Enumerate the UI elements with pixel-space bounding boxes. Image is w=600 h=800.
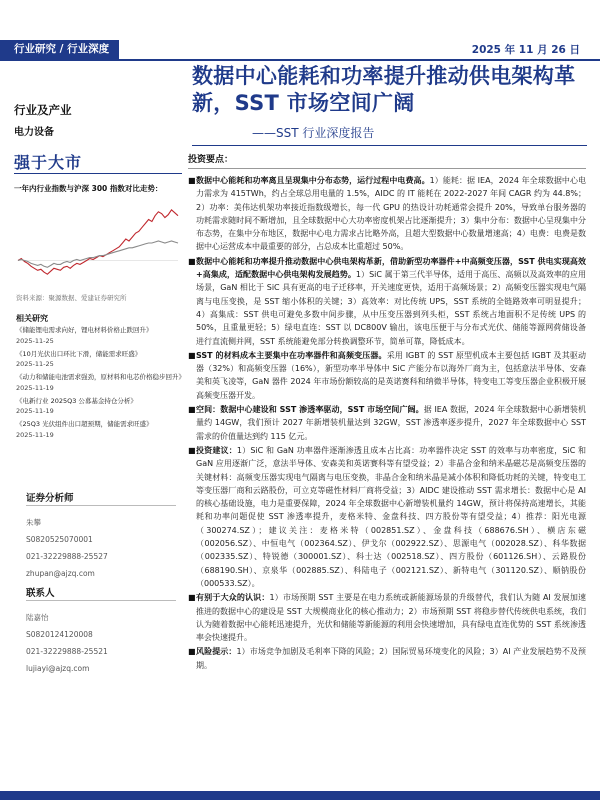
- index-chart-svg: [14, 196, 184, 286]
- analyst-rule: [26, 505, 176, 506]
- contact-cert: S0820124120008: [26, 630, 93, 639]
- related-research-date: 2025-11-19: [16, 383, 54, 392]
- bullet-lead: 有别于大众的认识：: [196, 593, 270, 603]
- related-research-date: 2025-11-25: [16, 336, 54, 345]
- bullet-text: 1）市场竞争加剧及毛利率下降的风险；2）国际贸易环境变化的风险；3）AI 产业发展趋势不及预期。: [196, 647, 587, 670]
- analyst-title: 证券分析师: [26, 493, 74, 504]
- report-date: 2025 年 11 月 26 日: [471, 44, 580, 56]
- related-research-item[interactable]: 《储能锂电需求向好，锂电材料价格止跌回升》: [16, 326, 153, 334]
- bullet-square-icon: ■: [188, 647, 196, 657]
- bullet-lead: 数据中心能耗和功率提升推动数据中心供电架构革新，借助新型功率器件+中高频变压器，SST 供电实现高效+高集成，适配数据中心供电架构发展趋势。: [196, 256, 586, 280]
- related-research-title: 相关研究: [16, 314, 48, 323]
- analyst-phone: 021-32229888-25527: [26, 552, 108, 561]
- summary-bullet: [188, 349, 586, 402]
- related-research-date: 2025-11-25: [16, 360, 54, 368]
- contact-info: [26, 609, 108, 677]
- bullet-text: 采用 IGBT 的 SST 原型机成本主要包括 IGBT 及其驱动器（32%）和高频变压器（16%），新型功率半导体中 SiC 产能分布以海外厂商为主，包括意法半导体、安森美和英飞凌等，GaN 器件 2024 年市场份额较高的是英诺赛科和纳微半导体，特变电工等变压器企业积极开展高频变压器开发。: [196, 350, 587, 400]
- header-bar: [0, 40, 600, 62]
- summary-rule: [188, 168, 586, 169]
- bullet-lead: 空间：数据中心建设和 SST 渗透率驱动，SST 市场空间广阔。: [196, 405, 424, 415]
- bullet-square-icon: ■: [188, 176, 196, 185]
- analyst-email[interactable]: zhupan@ajzq.com: [26, 569, 95, 578]
- related-research-item[interactable]: 《25Q3 光伏组件出口超预期，储能需求旺盛》: [16, 420, 153, 428]
- bullet-square-icon: ■: [188, 405, 196, 415]
- related-research-date: 2025-11-19: [16, 430, 54, 439]
- analyst-info: [26, 514, 108, 582]
- chart-title: 一年内行业指数与沪深 300 指数对比走势：: [14, 184, 163, 193]
- related-research-date: 2025-11-19: [16, 407, 54, 415]
- contact-rule: [26, 600, 176, 601]
- industry-sub-label: 电力设备: [14, 127, 54, 138]
- investment-summary-heading: 投资要点：: [188, 155, 234, 165]
- chart-source: 资料来源：聚源数据、爱建证券研究所: [16, 294, 127, 302]
- summary-bullet: [188, 591, 586, 644]
- bullet-lead: 数据中心能耗和功率离且呈现集中分布态势，运行过程中电费高。: [196, 176, 430, 185]
- bullet-text: 1）能耗：据 IEA，2024 年全球数据中心电力需求为 415TWh，约占全球总用电量的 1.5%，AIDC 的 IT 能耗在 2022-2027 年间 CAGR 约为 44.8%；2）功率：美伟达机架功率接近指数级增长，每一代 GPU 的热设计功耗通常会提升 20%，导致单台服务器的功耗需求随时间不断增加，且全球数据中心大功率密度机架占比逐渐提升；3）集中分布：数据中心呈现集中分布态势，在集中分布地区，数据中心电力需求占比略外高，且超大型数据中心数量增速高；4）电费：电费是数据中心运营成本中最重要的部分，占总成本比重超过 50%。: [196, 176, 586, 252]
- analyst-name: 朱攀: [26, 518, 41, 527]
- contact-phone: 021-32229888-25521: [26, 647, 108, 656]
- bullet-text: 据 IEA 数据，2024 年全球数据中心新增装机量约 14GW，我们预计 2027 年新增装机量达到 32GW，SST 渗透率逐步提升，2027 年全球数据中心 SST 需求的价值量达到约 115 亿元。: [196, 405, 586, 441]
- rating-rule: [14, 173, 182, 174]
- summary-bullet: [188, 174, 586, 254]
- investment-summary: [188, 152, 586, 673]
- contact-email[interactable]: lujiayi@ajzq.com: [26, 664, 90, 673]
- rating-label: 强于大市: [14, 153, 83, 172]
- summary-bullet: [188, 255, 586, 348]
- related-research-item[interactable]: 《10月光伏出口环比下滑，储能需求旺盛》: [16, 349, 142, 358]
- related-research-item[interactable]: 《电新行业 2025Q3 公募基金持仓分析》: [16, 396, 137, 405]
- industry-label: 行业及产业: [14, 103, 72, 117]
- footer-bar: [0, 791, 600, 800]
- bullet-square-icon: ■: [188, 350, 196, 360]
- bullet-lead: 投资建议：: [196, 445, 237, 455]
- bullet-text: 1）SiC 属于第三代半导体，适用于高压、高频以及高效率的应用场景，GaN 相比于 SiC 具有更高的电子迁移率，开关速度更快，适用于高频场景；2）高频变压器实现电气隔离与电压变换，是 SST 缩小体积的关键；3）高效率：对比传统 UPS，SST 系统的全链路效率可明显提升；4）高集成：SST 供电可避免多数中间步骤，从中压变压器到列头柜，SST 系统占地面积不足传统 UPS 的 50%，且重量更轻；5）绿电直连：SST 以 DC800V 输出，该电压便于与分布式光伏、储能等源网荷储设备进行直流侧并网，SST 系统能避免部分转换调整环节，简单可靠，降低成本。: [196, 270, 586, 346]
- summary-bullet: [188, 444, 586, 590]
- summary-bullet: [188, 645, 586, 672]
- bullet-square-icon: ■: [188, 256, 196, 266]
- header-rule: [0, 59, 600, 61]
- analyst-cert: S0820525070001: [26, 535, 93, 544]
- contact-name: 陆嘉怡: [26, 613, 49, 622]
- chart-series-line-1: [18, 241, 178, 267]
- index-chart: [14, 196, 184, 286]
- contact-title: 联系人: [26, 588, 55, 599]
- report-title: 数据中心能耗和功率提升推动供电架构革新，SST 市场空间广阔: [192, 64, 576, 115]
- summary-bullets: [188, 174, 586, 672]
- bullet-square-icon: ■: [188, 593, 196, 603]
- bullet-text: 1）市场预期 SST 主要是在电力系统或新能源场景的升级替代，我们认为随 AI 发展加速推进的数据中心的建设是 SST 大规模商业化的核心推动力；2）市场预期 SST 将稳步替代传统供电系统，我们认为随着数据中心能耗迅速提升，光伏和储能等新能源的利用会快速增加，具有绿电直连优势的 SST 系统渗透率会快速提升。: [196, 593, 587, 643]
- report-subtitle: ——SST 行业深度报告: [252, 126, 375, 140]
- bullet-lead: 风险提示：: [196, 647, 237, 657]
- report-category-tag: 行业研究 / 行业深度: [0, 40, 119, 59]
- bullet-square-icon: ■: [188, 445, 196, 455]
- bullet-lead: SST 的材料成本主要集中在功率器件和高频变压器。: [196, 350, 387, 360]
- subtitle-rule: [192, 145, 587, 146]
- related-research-item[interactable]: 《动力和储能电池需求强劲，原材料和电芯价格稳步回升》: [16, 373, 185, 381]
- summary-bullet: [188, 403, 586, 443]
- bullet-text: 1）SiC 和 GaN 功率器件逐渐渗透且成本占比高：功率器件决定 SST 的效率与功率密度，SiC 和 GaN 应用逐渐广泛，意法半导体、安森美和英诺赛科等有望受益；2）非晶合金和纳米晶磁芯是高频变压器的关键材料：高频变压器实现电气隔离与电压变换，非晶合金和纳米晶是减小体积和降低功耗的关键，特变电工等变压器厂商和云路股份，可立克等磁性材料厂商将受益；3）AIDC 建设推动 SST 需求增长：数据中心是 AI 的核心基础设施，电力是重要保障，2024 年全球数据中心新增装机量约 14GW，预计将保持高速增长，其能耗和功率问题促使 SST 渗透率提升，麦格米特、金盘科技、四方股份等有望受益；4）推荐：阳光电源（300274.SZ）；建议关注：麦格米特（002851.SZ）、金盘科技（688676.SH）、横店东磁（002056.SZ）、中恒电气（002364.SZ）、伊戈尔（002922.SZ）、思源电气（002028.SZ）、科华数据（002335.SZ）、特锐德（300001.SZ）、科士达（002518.SZ）、四方股份（601126.SH）、云路股份（688190.SH）、京泉华（002885.SZ）、科陆电子（002121.SZ）、新特电气（301120.SZ）、顺钠股份（000533.SZ）。: [196, 445, 587, 588]
- related-research-list: [16, 325, 186, 443]
